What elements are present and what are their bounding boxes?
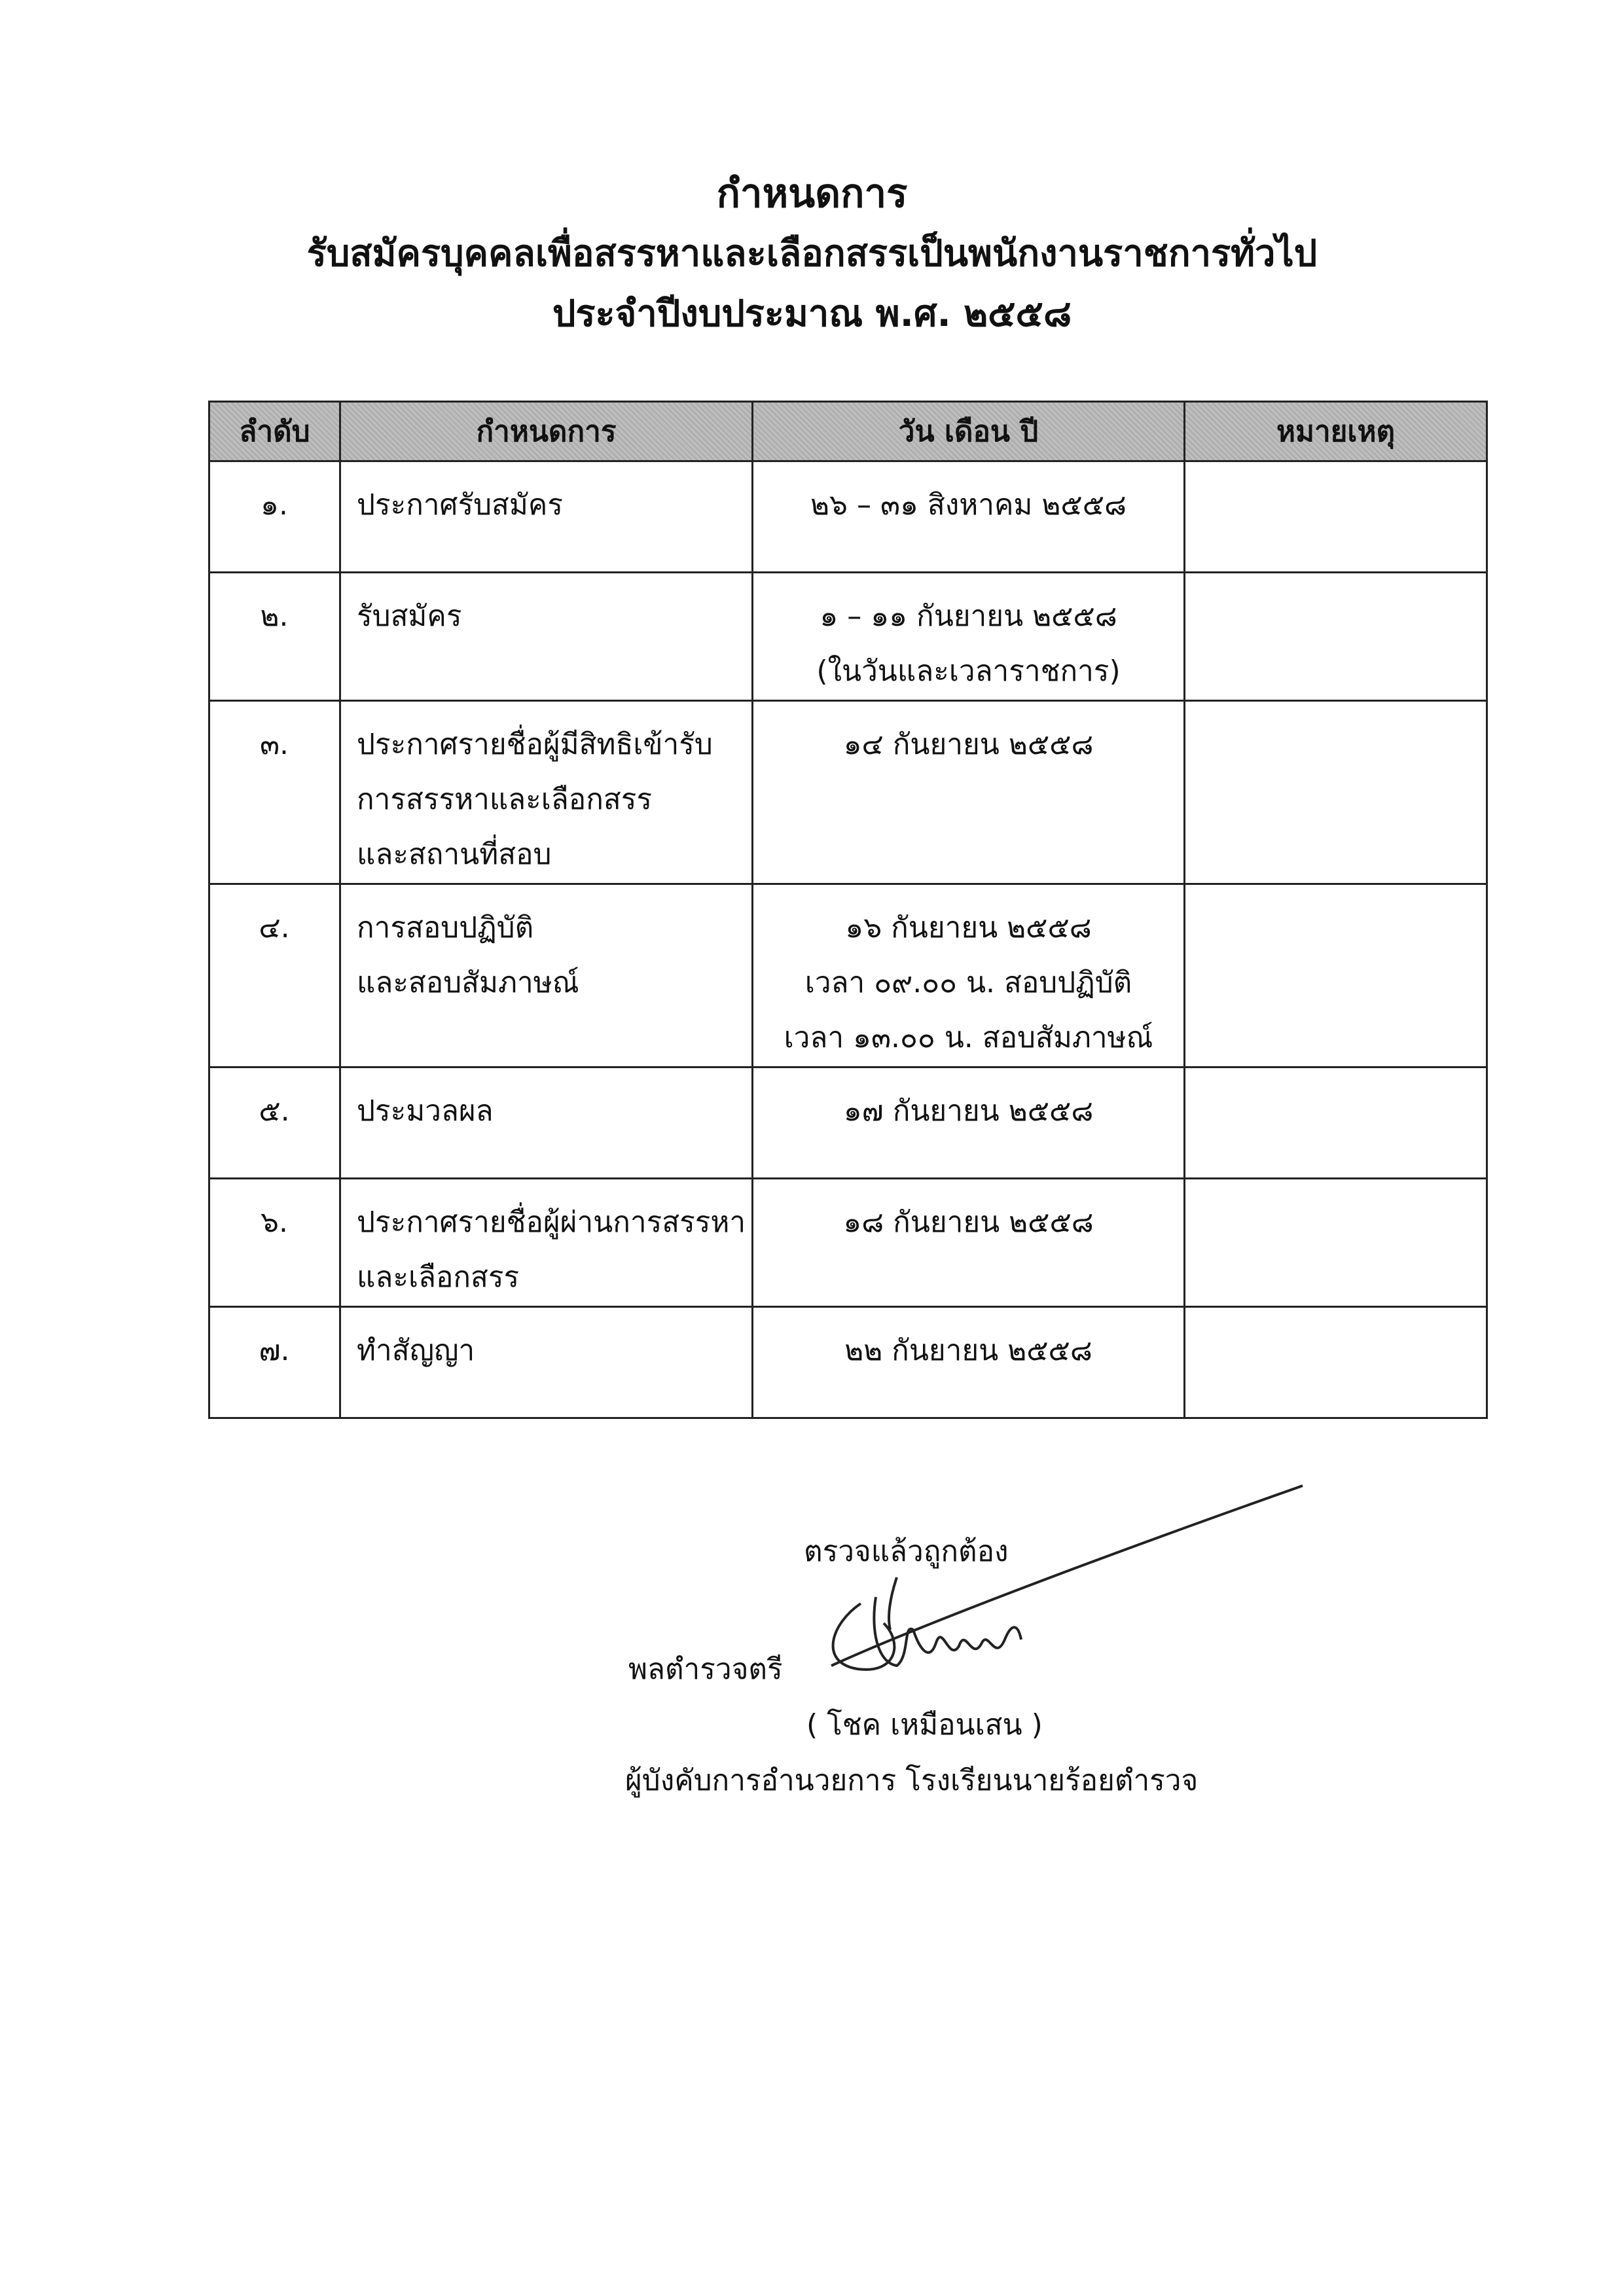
table-row — [209, 701, 1487, 884]
signer-rank: พลตำรวจตรี — [628, 1653, 783, 1686]
row-remark — [1185, 1307, 1487, 1418]
task-line: การสรรหาและเลือกสรร — [357, 783, 652, 816]
header-task: กำหนดการ — [340, 402, 753, 461]
task-line: และสอบสัมภาษณ์ — [357, 966, 579, 999]
row-remark — [1185, 884, 1487, 1067]
row-remark — [1185, 573, 1487, 701]
date-line: (ในวันและเวลาราชการ) — [816, 655, 1121, 688]
row-task — [340, 1307, 753, 1418]
row-remark — [1185, 1179, 1487, 1307]
row-date — [753, 461, 1185, 573]
row-number: ๓. — [209, 701, 340, 884]
table-row — [209, 884, 1487, 1067]
task-line: และสถานที่สอบ — [357, 838, 552, 871]
table-row — [209, 1067, 1487, 1179]
task-line: ประกาศรับสมัคร — [357, 488, 563, 522]
row-number: ๑. — [209, 461, 340, 573]
fiscal-year: ประจำปีงบประมาณ พ.ศ. ๒๕๕๘ — [552, 293, 1072, 335]
row-date — [753, 1307, 1185, 1418]
row-number: ๔. — [209, 884, 340, 1067]
row-number: ๖. — [209, 1179, 340, 1307]
row-number: ๒. — [209, 573, 340, 701]
verified-label: ตรวจแล้วถูกต้อง — [804, 1535, 1009, 1568]
table-row — [209, 461, 1487, 573]
row-task — [340, 461, 753, 573]
signer-name: ( โชค เหมือนเสน ) — [806, 1708, 1043, 1742]
document-header — [0, 164, 1624, 344]
row-task — [340, 1179, 753, 1307]
date-line: ๑๔ กันยายน ๒๕๕๘ — [843, 728, 1094, 761]
row-date — [753, 1179, 1185, 1307]
date-line: ๑๖ กันยายน ๒๕๕๘ — [845, 911, 1092, 944]
row-date — [753, 884, 1185, 1067]
row-date — [753, 701, 1185, 884]
row-date — [753, 1067, 1185, 1179]
date-line: ๑๗ กันยายน ๒๕๕๘ — [843, 1094, 1094, 1128]
task-line: รับสมัคร — [357, 600, 462, 633]
table-row — [209, 573, 1487, 701]
date-line: เวลา ๑๓.๐๐ น. สอบสัมภาษณ์ — [784, 1021, 1153, 1054]
date-line: ๒๖ – ๓๑ สิงหาคม ๒๕๕๘ — [810, 488, 1127, 522]
date-line: เวลา ๐๙.๐๐ น. สอบปฏิบัติ — [804, 966, 1132, 999]
task-line: การสอบปฏิบัติ — [357, 911, 534, 944]
row-number: ๗. — [209, 1307, 340, 1418]
row-task — [340, 573, 753, 701]
schedule-body — [209, 461, 1487, 1418]
task-line: ประกาศรายชื่อผู้มีสิทธิเข้ารับ — [357, 728, 713, 761]
header-remark: หมายเหตุ — [1185, 402, 1487, 461]
task-line: ประกาศรายชื่อผู้ผ่านการสรรหา — [357, 1206, 746, 1239]
date-line: ๑ – ๑๑ กันยายน ๒๕๕๘ — [820, 600, 1117, 633]
row-remark — [1185, 1067, 1487, 1179]
signer-position: ผู้บังคับการอำนวยการ โรงเรียนนายร้อยตำรวจ — [625, 1764, 1199, 1797]
row-remark — [1185, 461, 1487, 573]
row-task — [340, 884, 753, 1067]
row-number: ๕. — [209, 1067, 340, 1179]
row-remark — [1185, 701, 1487, 884]
date-line: ๑๘ กันยายน ๒๕๕๘ — [843, 1206, 1094, 1239]
table-row — [209, 1307, 1487, 1418]
document-subtitle: รับสมัครบุคคลเพื่อสรรหาและเลือกสรรเป็นพนักงานราชการทั่วไป — [306, 232, 1318, 275]
document-title: กำหนดการ — [716, 171, 908, 217]
task-line: ทำสัญญา — [357, 1334, 475, 1367]
handwritten-signature — [805, 1466, 1329, 1682]
date-line: ๒๒ กันยายน ๒๕๕๘ — [844, 1334, 1092, 1367]
row-date — [753, 573, 1185, 701]
table-row — [209, 1179, 1487, 1307]
task-line: และเลือกสรร — [357, 1261, 520, 1294]
header-no: ลำดับ — [209, 402, 340, 461]
task-line: ประมวลผล — [357, 1094, 494, 1128]
schedule-table — [208, 401, 1488, 1419]
header-date: วัน เดือน ปี — [753, 402, 1185, 461]
row-task — [340, 701, 753, 884]
table-header-row — [209, 402, 1487, 461]
row-task — [340, 1067, 753, 1179]
